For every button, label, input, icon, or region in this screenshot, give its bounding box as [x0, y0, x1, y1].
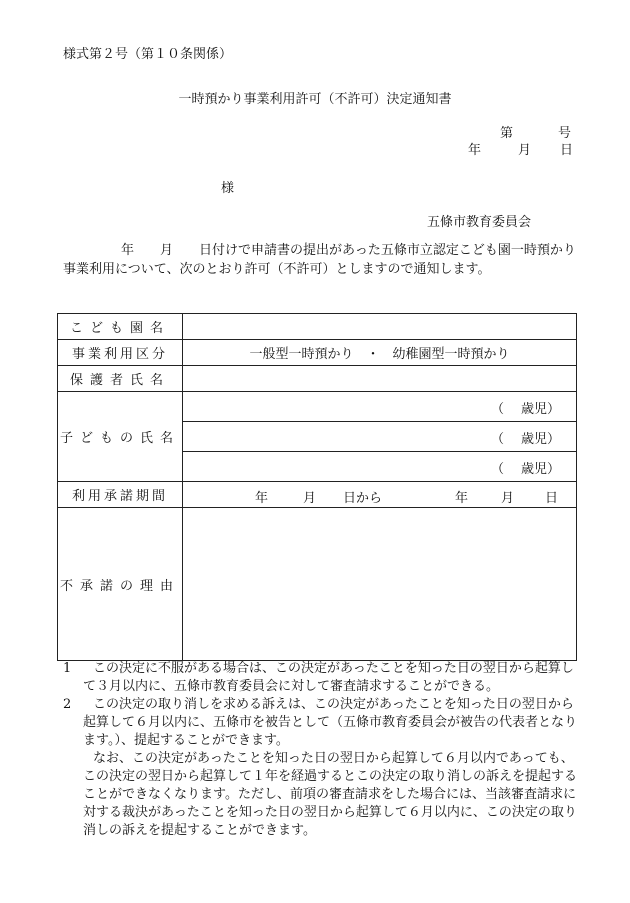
- period-label: 利用承諾期間: [58, 482, 183, 508]
- recipient-honorific: 様: [221, 181, 235, 196]
- issuer-name: 五條市教育委員会: [427, 215, 532, 230]
- kubun-value: 一般型一時預かり ・ 幼稚園型一時預かり: [183, 340, 577, 366]
- reason-label: 不承諾の理由: [58, 508, 183, 661]
- kubun-label: 事業利用区分: [58, 340, 183, 366]
- age-field: （ 歳児）: [490, 462, 560, 477]
- notice-table: [57, 313, 577, 661]
- form-number: 様式第２号（第１０条関係）: [63, 47, 233, 62]
- note-1: 1 この決定に不服がある場合は、この決定があったことを知った日の翌日から起算して３月以内に、五條市教育委員会に対して審査請求することができる。: [63, 661, 574, 694]
- notes: [63, 660, 583, 840]
- guardian-label: 保護者氏名: [58, 366, 183, 392]
- day-label: 日: [560, 143, 574, 158]
- body-paragraph: [63, 241, 583, 279]
- guardian-value: [183, 366, 577, 392]
- note-2-continued: なお、この決定があったことを知った日の翌日から起算して６月以内であっても、この決定の翌日から起算して１年を経過するとこの決定の取り消しの訴えを提起することができなくなります。ただし、前項の審査請求をした場合には、当該審査請求に対する裁決があったことを知った日の翌日から起算して６月以内に、この決定の取り消しの訴えを提起することができます。: [83, 751, 578, 838]
- period-value: 年 月 日から 年 月 日: [183, 482, 577, 508]
- year-label: 年: [468, 143, 482, 158]
- child-row: [183, 422, 577, 452]
- child-label: 子どもの氏名: [58, 392, 183, 482]
- body-text: 年 月 日付けで申請書の提出があった五條市立認定こども園一時預かり事業利用について、次のとおり許可（不許可）としますので通知します。: [63, 243, 576, 277]
- child-row: [183, 452, 577, 482]
- document-title: 一時預かり事業利用許可（不許可）決定通知書: [178, 92, 452, 107]
- kodomoen-value: [183, 314, 577, 340]
- reason-value: [183, 508, 577, 661]
- age-field: （ 歳児）: [490, 402, 560, 417]
- document-number: [500, 122, 572, 141]
- age-field: （ 歳児）: [490, 432, 560, 447]
- child-row: [183, 392, 577, 422]
- kodomoen-label: こども園名: [58, 314, 183, 340]
- gou-label: 号: [558, 126, 572, 141]
- month-label: 月: [518, 143, 532, 158]
- note-2: 2 この決定の取り消しを求める訴えは、この決定があったことを知った日の翌日から起算して６月以内に、五條市を被告として（五條市教育委員会が被告の代表者となります。）、提起することができます。: [63, 697, 578, 748]
- dai-label: 第: [500, 126, 514, 141]
